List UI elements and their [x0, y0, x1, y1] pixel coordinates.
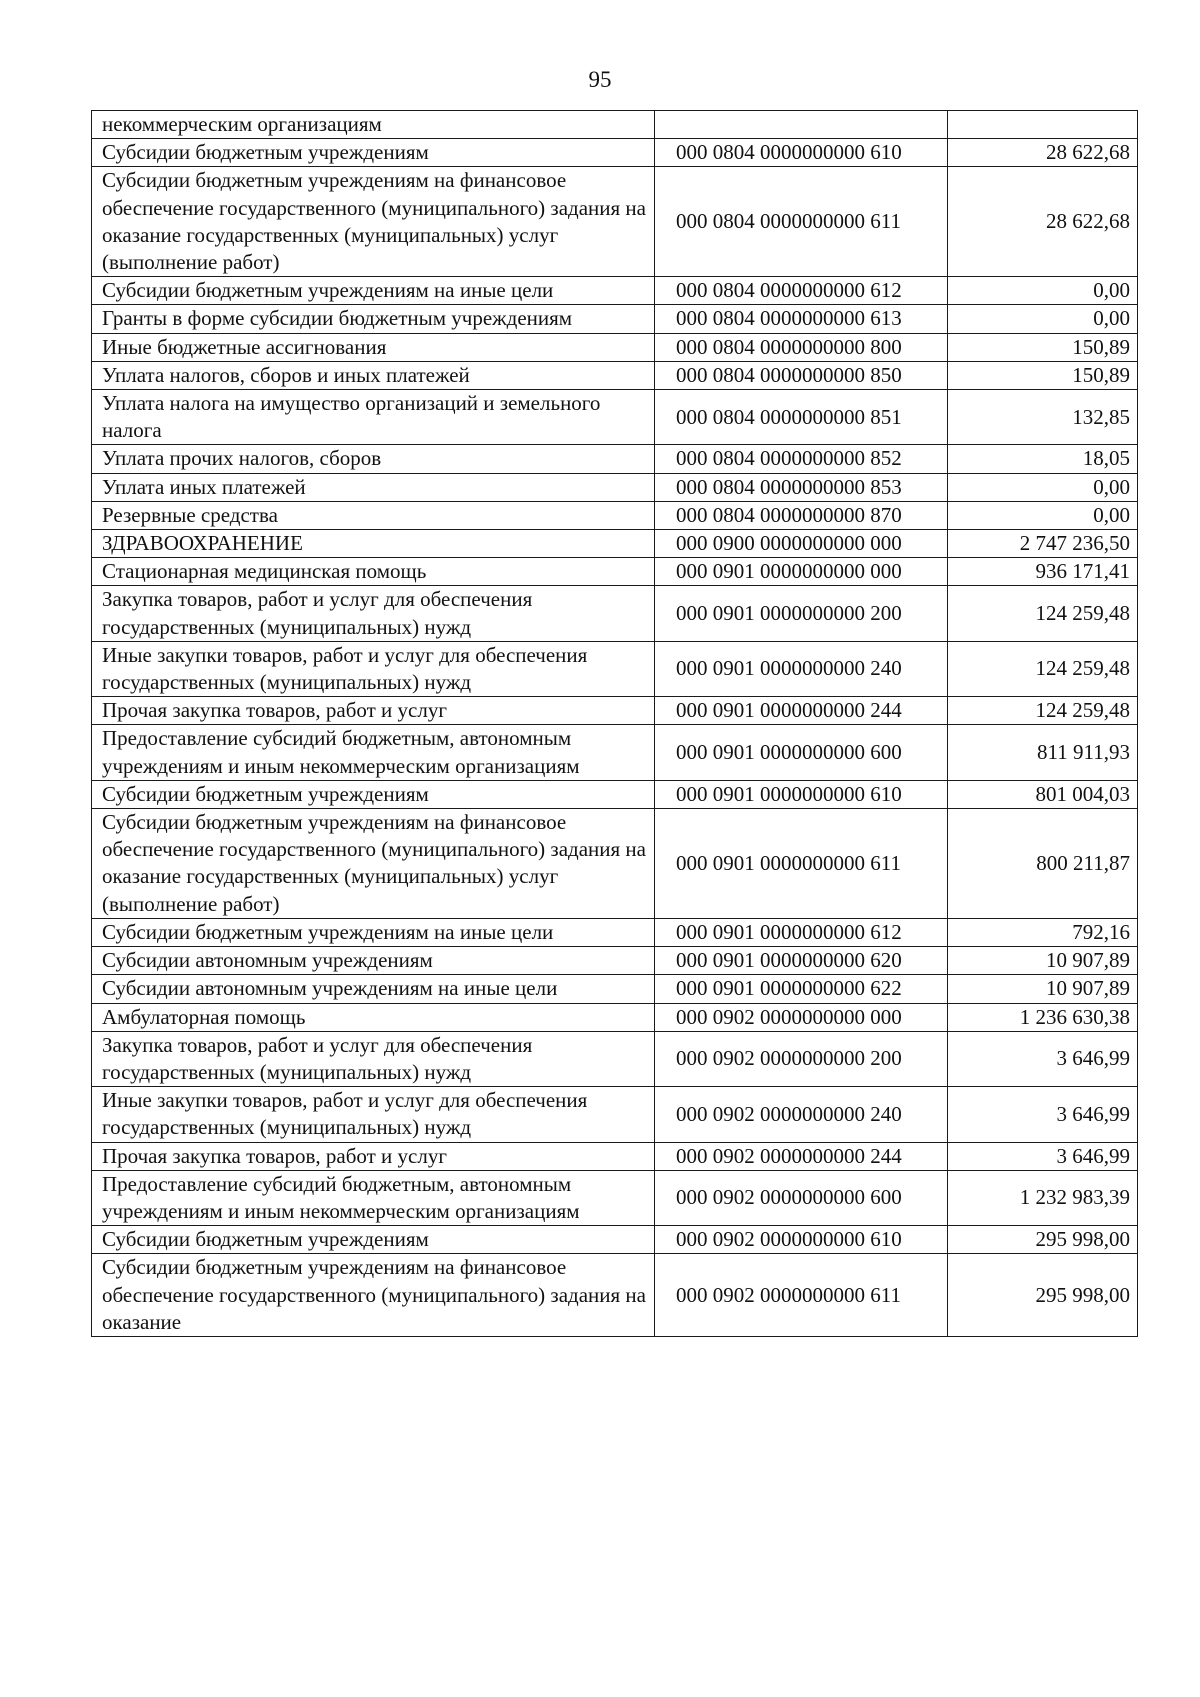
table-row [92, 780, 1138, 808]
row-amount-cell: 3 646,99 [948, 1142, 1138, 1170]
table-row [92, 558, 1138, 586]
row-amount-cell: 10 907,89 [948, 975, 1138, 1003]
page-number: 95 [588, 67, 612, 92]
table-row [92, 139, 1138, 167]
row-amount-cell: 0,00 [948, 305, 1138, 333]
row-amount-cell: 3 646,99 [948, 1031, 1138, 1086]
row-amount-cell: 0,00 [948, 277, 1138, 305]
row-name-cell: Прочая закупка товаров, работ и услуг [92, 697, 655, 725]
table-row [92, 1142, 1138, 1170]
row-amount-cell: 0,00 [948, 473, 1138, 501]
table-row [92, 1003, 1138, 1031]
row-name-cell: Субсидии бюджетным учреждениям на иные цели [92, 277, 655, 305]
row-code-cell: 000 0804 0000000000 612 [655, 277, 948, 305]
row-amount-cell: 811 911,93 [948, 725, 1138, 780]
table-row [92, 1031, 1138, 1086]
row-name-cell: Уплата иных платежей [92, 473, 655, 501]
row-amount-cell: 3 646,99 [948, 1087, 1138, 1142]
row-amount-cell [948, 111, 1138, 139]
row-name-cell: Резервные средства [92, 501, 655, 529]
row-code-cell: 000 0902 0000000000 610 [655, 1226, 948, 1254]
row-code-cell: 000 0901 0000000000 600 [655, 725, 948, 780]
table-row [92, 586, 1138, 641]
table-row [92, 1170, 1138, 1225]
row-name-cell: Субсидии автономным учреждениям на иные цели [92, 975, 655, 1003]
table-row [92, 809, 1138, 919]
table-row [92, 975, 1138, 1003]
row-name-cell: Субсидии бюджетным учреждениям [92, 139, 655, 167]
row-code-cell: 000 0804 0000000000 611 [655, 167, 948, 277]
table-row [92, 167, 1138, 277]
row-name-cell: Субсидии бюджетным учреждениям на финансовое обеспечение государственного (муниципального) задания на оказание государственных (муниципальных) услуг (выполнение работ) [92, 167, 655, 277]
row-amount-cell: 124 259,48 [948, 641, 1138, 696]
row-name-cell: ЗДРАВООХРАНЕНИЕ [92, 530, 655, 558]
row-code-cell: 000 0902 0000000000 000 [655, 1003, 948, 1031]
row-name-cell: Прочая закупка товаров, работ и услуг [92, 1142, 655, 1170]
row-amount-cell: 1 236 630,38 [948, 1003, 1138, 1031]
row-name-cell: Закупка товаров, работ и услуг для обеспечения государственных (муниципальных) нужд [92, 586, 655, 641]
row-amount-cell: 936 171,41 [948, 558, 1138, 586]
row-code-cell: 000 0902 0000000000 611 [655, 1254, 948, 1337]
table-row [92, 361, 1138, 389]
row-amount-cell: 132,85 [948, 390, 1138, 445]
row-code-cell: 000 0902 0000000000 244 [655, 1142, 948, 1170]
row-code-cell: 000 0902 0000000000 600 [655, 1170, 948, 1225]
table-row [92, 305, 1138, 333]
row-amount-cell: 150,89 [948, 333, 1138, 361]
row-amount-cell: 28 622,68 [948, 167, 1138, 277]
row-name-cell: Уплата налогов, сборов и иных платежей [92, 361, 655, 389]
table-row [92, 947, 1138, 975]
table-row [92, 333, 1138, 361]
row-name-cell: Субсидии автономным учреждениям [92, 947, 655, 975]
row-code-cell: 000 0901 0000000000 622 [655, 975, 948, 1003]
row-code-cell [655, 111, 948, 139]
table-row [92, 530, 1138, 558]
row-code-cell: 000 0804 0000000000 852 [655, 445, 948, 473]
row-code-cell: 000 0901 0000000000 612 [655, 918, 948, 946]
row-code-cell: 000 0804 0000000000 800 [655, 333, 948, 361]
row-name-cell: Субсидии бюджетным учреждениям на иные цели [92, 918, 655, 946]
row-name-cell: Предоставление субсидий бюджетным, автономным учреждениям и иным некоммерческим организациям [92, 1170, 655, 1225]
row-code-cell: 000 0901 0000000000 610 [655, 780, 948, 808]
table-row [92, 697, 1138, 725]
table-row [92, 641, 1138, 696]
row-amount-cell: 18,05 [948, 445, 1138, 473]
row-name-cell: Субсидии бюджетным учреждениям [92, 780, 655, 808]
table-row [92, 445, 1138, 473]
row-amount-cell: 124 259,48 [948, 697, 1138, 725]
row-name-cell: некоммерческим организациям [92, 111, 655, 139]
row-amount-cell: 295 998,00 [948, 1226, 1138, 1254]
row-code-cell: 000 0804 0000000000 870 [655, 501, 948, 529]
row-amount-cell: 792,16 [948, 918, 1138, 946]
row-code-cell: 000 0902 0000000000 200 [655, 1031, 948, 1086]
row-name-cell: Субсидии бюджетным учреждениям на финансовое обеспечение государственного (муниципального) задания на оказание [92, 1254, 655, 1337]
row-amount-cell: 0,00 [948, 501, 1138, 529]
table-row [92, 725, 1138, 780]
row-code-cell: 000 0804 0000000000 853 [655, 473, 948, 501]
row-code-cell: 000 0902 0000000000 240 [655, 1087, 948, 1142]
row-name-cell: Уплата прочих налогов, сборов [92, 445, 655, 473]
row-amount-cell: 295 998,00 [948, 1254, 1138, 1337]
row-code-cell: 000 0900 0000000000 000 [655, 530, 948, 558]
row-code-cell: 000 0901 0000000000 611 [655, 809, 948, 919]
row-name-cell: Амбулаторная помощь [92, 1003, 655, 1031]
table-row [92, 277, 1138, 305]
row-name-cell: Субсидии бюджетным учреждениям на финансовое обеспечение государственного (муниципального) задания на оказание государственных (муниципальных) услуг (выполнение работ) [92, 809, 655, 919]
table-row [92, 1226, 1138, 1254]
row-code-cell: 000 0804 0000000000 850 [655, 361, 948, 389]
row-code-cell: 000 0901 0000000000 000 [655, 558, 948, 586]
row-name-cell: Иные закупки товаров, работ и услуг для обеспечения государственных (муниципальных) нужд [92, 1087, 655, 1142]
row-code-cell: 000 0901 0000000000 240 [655, 641, 948, 696]
row-code-cell: 000 0901 0000000000 200 [655, 586, 948, 641]
table-row [92, 501, 1138, 529]
row-amount-cell: 800 211,87 [948, 809, 1138, 919]
row-name-cell: Иные закупки товаров, работ и услуг для обеспечения государственных (муниципальных) нужд [92, 641, 655, 696]
row-amount-cell: 10 907,89 [948, 947, 1138, 975]
row-code-cell: 000 0901 0000000000 244 [655, 697, 948, 725]
row-code-cell: 000 0804 0000000000 610 [655, 139, 948, 167]
row-name-cell: Иные бюджетные ассигнования [92, 333, 655, 361]
table-row [92, 1087, 1138, 1142]
row-amount-cell: 124 259,48 [948, 586, 1138, 641]
table-row [92, 1254, 1138, 1337]
budget-table [91, 110, 1138, 1337]
table-body [92, 111, 1138, 1337]
row-name-cell: Субсидии бюджетным учреждениям [92, 1226, 655, 1254]
table-row [92, 111, 1138, 139]
row-name-cell: Закупка товаров, работ и услуг для обеспечения государственных (муниципальных) нужд [92, 1031, 655, 1086]
row-amount-cell: 801 004,03 [948, 780, 1138, 808]
table-row [92, 390, 1138, 445]
row-code-cell: 000 0804 0000000000 851 [655, 390, 948, 445]
row-name-cell: Уплата налога на имущество организаций и земельного налога [92, 390, 655, 445]
row-amount-cell: 28 622,68 [948, 139, 1138, 167]
row-name-cell: Предоставление субсидий бюджетным, автономным учреждениям и иным некоммерческим организациям [92, 725, 655, 780]
row-name-cell: Гранты в форме субсидии бюджетным учреждениям [92, 305, 655, 333]
row-amount-cell: 150,89 [948, 361, 1138, 389]
row-code-cell: 000 0901 0000000000 620 [655, 947, 948, 975]
table-row [92, 473, 1138, 501]
row-code-cell: 000 0804 0000000000 613 [655, 305, 948, 333]
row-amount-cell: 2 747 236,50 [948, 530, 1138, 558]
row-name-cell: Стационарная медицинская помощь [92, 558, 655, 586]
table-row [92, 918, 1138, 946]
row-amount-cell: 1 232 983,39 [948, 1170, 1138, 1225]
